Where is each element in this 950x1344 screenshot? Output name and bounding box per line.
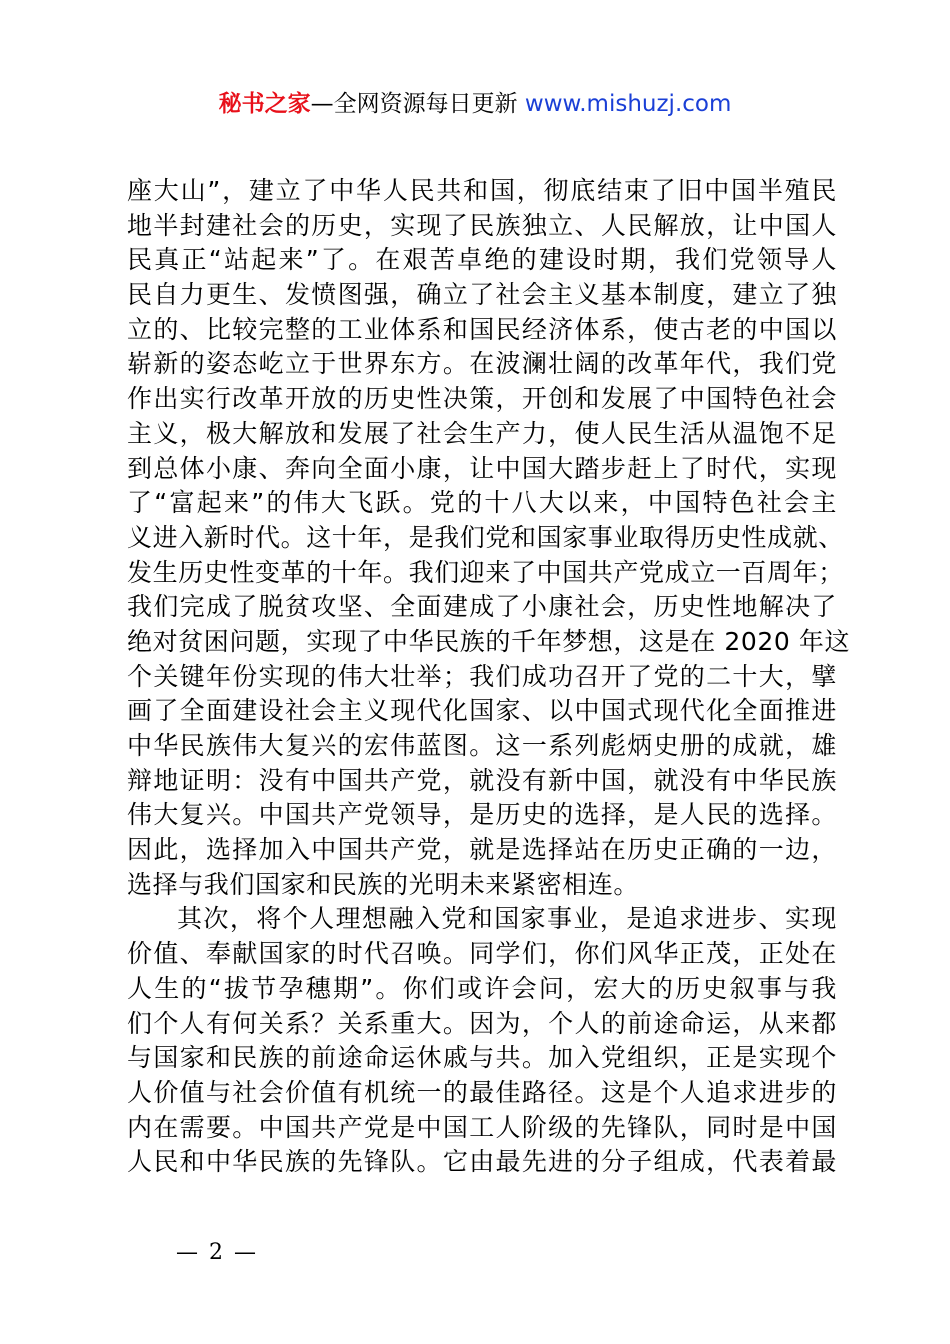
text-line: 人民和中华民族的先锋队。它由最先进的分子组成，代表着最 <box>127 1147 837 1177</box>
text-line: 作出实行改革开放的历史性决策，开创和发展了中国特色社会 <box>127 384 837 414</box>
text-line: 义进入新时代。这十年，是我们党和国家事业取得历史性成就、 <box>127 522 844 552</box>
brand-name: 秘书之家 <box>218 91 311 117</box>
page-number: — 2 — <box>176 1240 258 1265</box>
text-line: 其次，将个人理想融入党和国家事业，是追求进步、实现 <box>177 904 837 934</box>
text-line: 地半封建社会的历史，实现了民族独立、人民解放，让中国人 <box>127 210 837 240</box>
site-url[interactable]: www.mishuzj.com <box>524 91 732 117</box>
text-line: 与国家和民族的前途命运休戚与共。加入党组织，正是实现个 <box>127 1043 837 1073</box>
text-line: 到总体小康、奔向全面小康，让中国大踏步赶上了时代，实现 <box>127 453 837 483</box>
text-line: 了“富起来”的伟大飞跃。党的十八大以来，中国特色社会主 <box>127 488 837 518</box>
text-line: 因此，选择加入中国共产党，就是选择站在历史正确的一边， <box>127 835 837 865</box>
text-line: 我们完成了脱贫攻坚、全面建成了小康社会，历史性地解决了 <box>127 592 837 622</box>
text-line: 座大山”，建立了中华人民共和国，彻底结束了旧中国半殖民 <box>127 176 837 205</box>
text-line: 绝对贫困问题，实现了中华民族的千年梦想，这是在 2020 年这 <box>127 626 851 656</box>
paragraph-1 <box>127 174 851 902</box>
text-line: 中华民族伟大复兴的宏伟蓝图。这一系列彪炳史册的成就，雄 <box>127 731 837 760</box>
document-body <box>127 174 851 1180</box>
text-line: 辩地证明：没有中国共产党，就没有新中国，就没有中华民族 <box>127 765 837 795</box>
text-line: 价值、奉献国家的时代召唤。同学们，你们风华正茂，正处在 <box>127 939 837 969</box>
text-line: 选择与我们国家和民族的光明未来紧密相连。 <box>127 869 640 899</box>
text-line: 民自力更生、发愤图强，确立了社会主义基本制度，建立了独 <box>127 280 837 310</box>
text-line: 发生历史性变革的十年。我们迎来了中国共产党成立一百周年； <box>127 557 844 587</box>
text-line: 主义，极大解放和发展了社会生产力，使人民生活从温饱不足 <box>127 418 837 448</box>
paragraph-2 <box>127 902 837 1180</box>
text-line: 人价值与社会价值有机统一的最佳路径。这是个人追求进步的 <box>127 1077 837 1107</box>
text-line: 立的、比较完整的工业体系和国民经济体系，使古老的中国以 <box>127 314 837 344</box>
text-line: 们个人有何关系？关系重大。因为，个人的前途命运，从来都 <box>127 1008 837 1038</box>
text-line: 崭新的姿态屹立于世界东方。在波澜壮阔的改革年代，我们党 <box>127 349 837 379</box>
text-line: 个关键年份实现的伟大壮举；我们成功召开了党的二十大，擘 <box>127 661 837 691</box>
text-line: 人生的“拔节孕穗期”。你们或许会问，宏大的历史叙事与我 <box>127 973 837 1003</box>
header-slogan: —全网资源每日更新 <box>310 91 518 117</box>
text-line: 伟大复兴。中国共产党领导，是历史的选择，是人民的选择。 <box>127 800 837 830</box>
text-line: 内在需要。中国共产党是中国工人阶级的先锋队，同时是中国 <box>127 1112 837 1142</box>
text-line: 民真正“站起来”了。在艰苦卓绝的建设时期，我们党领导人 <box>127 245 837 275</box>
site-header <box>0 86 950 122</box>
text-line: 画了全面建设社会主义现代化国家、以中国式现代化全面推进 <box>127 696 837 726</box>
